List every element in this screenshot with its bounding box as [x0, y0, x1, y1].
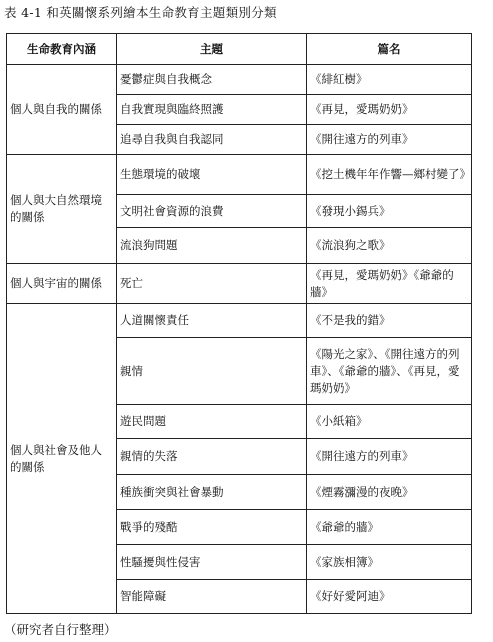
title-cell: 《緋紅樹》 — [307, 65, 472, 95]
life-education-table — [6, 33, 472, 614]
header-category: 生命教育內涵 — [7, 34, 117, 65]
table-row — [7, 65, 472, 95]
theme-cell: 追尋自我與自我認同 — [117, 125, 307, 155]
theme-cell: 遊民問題 — [117, 405, 307, 439]
title-cell: 《開往遠方的列車》 — [307, 439, 472, 475]
theme-cell: 戰爭的殘酷 — [117, 510, 307, 545]
title-cell: 《小紙箱》 — [307, 405, 472, 439]
category-cell: 個人與宇宙的關係 — [7, 264, 117, 304]
title-cell: 《再見，愛瑪奶奶》 — [307, 95, 472, 125]
table-row — [7, 264, 472, 304]
title-cell: 《陽光之家》、《開往遠方的列車》、《爺爺的牆》、《再見，愛瑪奶奶》 — [307, 338, 472, 405]
title-cell: 《再見，愛瑪奶奶》《爺爺的牆》 — [307, 264, 472, 304]
title-cell: 《挖土機年年作響—鄉村變了》 — [307, 155, 472, 195]
theme-cell: 死亡 — [117, 264, 307, 304]
category-cell: 個人與社會及他人的關係 — [7, 304, 117, 614]
theme-cell: 生態環境的破壞 — [117, 155, 307, 195]
title-cell: 《好好愛阿迪》 — [307, 580, 472, 614]
header-row — [7, 34, 472, 65]
title-cell: 《發現小錫兵》 — [307, 195, 472, 228]
source-footnote: （研究者自行整理） — [4, 622, 117, 637]
category-cell: 個人與大自然環境的關係 — [7, 155, 117, 264]
title-cell: 《煙霧瀰漫的夜晚》 — [307, 475, 472, 510]
title-cell: 《爺爺的牆》 — [307, 510, 472, 545]
theme-cell: 流浪狗問題 — [117, 228, 307, 264]
theme-cell: 種族衝突與社會暴動 — [117, 475, 307, 510]
title-cell: 《開往遠方的列車》 — [307, 125, 472, 155]
header-theme: 主題 — [117, 34, 307, 65]
theme-cell: 親情的失落 — [117, 439, 307, 475]
theme-cell: 性騷擾與性侵害 — [117, 545, 307, 580]
title-cell: 《不是我的錯》 — [307, 304, 472, 338]
table-caption: 表 4-1 和英關懷系列繪本生命教育主題類別分類 — [4, 5, 277, 20]
title-cell: 《流浪狗之歌》 — [307, 228, 472, 264]
theme-cell: 親情 — [117, 338, 307, 405]
theme-cell: 人道關懷責任 — [117, 304, 307, 338]
theme-cell: 智能障礙 — [117, 580, 307, 614]
title-cell: 《家族相簿》 — [307, 545, 472, 580]
table-row — [7, 155, 472, 195]
table-row — [7, 304, 472, 338]
theme-cell: 憂鬱症與自我概念 — [117, 65, 307, 95]
theme-cell: 文明社會資源的浪費 — [117, 195, 307, 228]
header-title: 篇名 — [307, 34, 472, 65]
category-cell: 個人與自我的關係 — [7, 65, 117, 155]
theme-cell: 自我實現與臨終照護 — [117, 95, 307, 125]
